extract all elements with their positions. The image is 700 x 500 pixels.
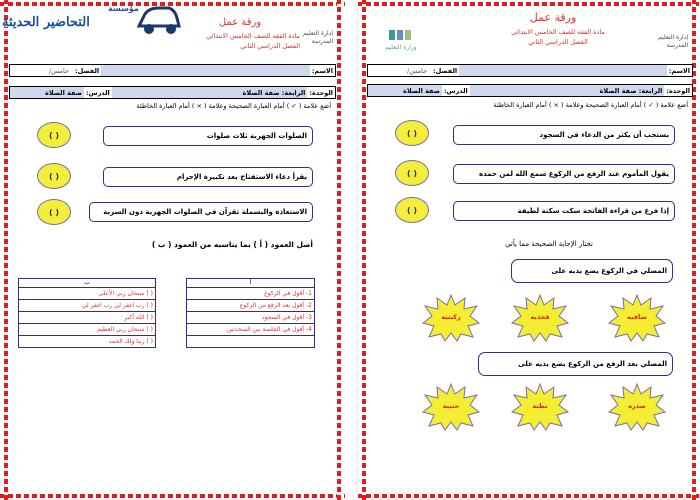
mcq-option-label: بطنه xyxy=(532,402,548,410)
unit-label: الوحدة: xyxy=(309,88,333,97)
lesson-value: صفة الصلاة xyxy=(368,85,442,96)
mcq-option-star[interactable] xyxy=(511,383,569,431)
mcq-title: نختار الإجابة الصحيحة مما يأتي xyxy=(505,240,593,248)
border-bottom xyxy=(358,494,700,498)
instruction-text: أضع علامة ( ✓ ) أمام العبارة الصحيحة وعلامة ( × ) أمام العبارة الخاطئة xyxy=(493,101,688,109)
sheet-subject: مادة الفقه للصف الخامس الابتدائي xyxy=(206,32,300,40)
class-label: الفصل: xyxy=(75,66,100,75)
mcq-option-label: جنبيه xyxy=(442,402,460,410)
column-b-row[interactable]: ( ) سبحان ربي الأعلى xyxy=(19,288,155,300)
mcq-option-star[interactable] xyxy=(422,383,480,431)
worksheet-page-right xyxy=(358,0,700,500)
matching-title: أصل العمود ( أ ) بما يناسبه من العمود ( ب ) xyxy=(151,240,313,249)
column-b-table xyxy=(18,278,156,348)
answer-oval-1[interactable]: ( ) xyxy=(37,122,71,148)
sheet-title: ورقة عمل xyxy=(529,11,577,24)
name-field[interactable] xyxy=(101,65,310,76)
column-a-row: 3- أقول في السجود xyxy=(187,312,314,324)
column-b-row[interactable]: ( ) رب اغفر لي رب اغفر لي xyxy=(19,300,155,312)
unit-value: الرابعة: صفة الصلاة xyxy=(470,85,665,96)
mcq-option-label: صدره xyxy=(628,402,646,410)
mcq-option-star[interactable] xyxy=(608,294,666,342)
column-a-table xyxy=(186,278,315,348)
lesson-label: الدرس: xyxy=(86,88,110,97)
mcq-option-label: ركبتيه xyxy=(441,313,461,321)
lesson-label: الدرس: xyxy=(444,86,468,95)
name-label: الاسم: xyxy=(668,66,690,75)
instruction-text: أضع علامة ( ✓ ) أمام العبارة الصحيحة وعلامة ( × ) أمام العبارة الخاطئة xyxy=(136,102,331,110)
border-left xyxy=(4,0,8,500)
statement-3: الاستعاذة والبسملة تقرآن في الصلوات الجهرية دون السرية xyxy=(89,202,313,222)
ministry-logo xyxy=(378,28,424,51)
grade-value: خامس/ xyxy=(368,65,431,76)
student-info-bar xyxy=(9,64,336,77)
watermark-small: مؤسسة xyxy=(108,4,139,13)
admin-label: إدارة التعليم xyxy=(658,34,688,41)
school-label: المدرسة xyxy=(666,42,688,49)
border-bottom xyxy=(0,494,345,498)
lesson-info-bar xyxy=(9,86,336,99)
sheet-semester: الفصل الدراسي الثاني xyxy=(528,38,588,46)
lesson-value: صفة الصلاة xyxy=(10,87,84,98)
name-label: الاسم: xyxy=(311,66,333,75)
sheet-title: ورقة عمل xyxy=(218,17,262,28)
border-top xyxy=(358,2,700,6)
column-a-row: 2- أقول بعد الرفع من الركوع xyxy=(187,300,314,312)
header-admin xyxy=(658,34,688,50)
mcq-question-1: المصلي في الركوع يضع يديه على xyxy=(511,259,673,283)
statement-1: الصلوات الجهرية ثلاث صلوات xyxy=(103,126,313,146)
mcq-option-star[interactable] xyxy=(422,294,480,342)
unit-value: الرابعة: صفة الصلاة xyxy=(112,87,308,98)
sheet-subject: مادة الفقه للصف الخامس الابتدائي xyxy=(511,28,605,36)
name-field[interactable] xyxy=(459,65,667,76)
ministry-logo-icon xyxy=(387,28,415,42)
mcq-option-label: ساقيه xyxy=(627,313,647,321)
mcq-option-label: فخذيه xyxy=(530,313,550,321)
school-label: المدرسة xyxy=(311,38,333,45)
mcq-option-star[interactable] xyxy=(608,383,666,431)
column-b-row[interactable]: ( ) الله أكبر xyxy=(19,312,155,324)
column-a-row: 4- أقول في الجلسة بين السجدتين xyxy=(187,324,314,336)
answer-oval-3[interactable]: ( ) xyxy=(395,197,429,223)
column-b-row[interactable]: ( ) سبحان ربي العظيم xyxy=(19,324,155,336)
column-a-header: أ xyxy=(187,279,314,288)
lesson-info-bar xyxy=(367,84,693,97)
answer-oval-2[interactable]: ( ) xyxy=(37,163,71,189)
student-info-bar xyxy=(367,64,693,77)
column-a-row: 1- أقول في الركوع xyxy=(187,288,314,300)
answer-oval-1[interactable]: ( ) xyxy=(395,120,429,146)
grade-value: خامس/ xyxy=(10,65,73,76)
border-left xyxy=(362,0,366,500)
statement-2: يقرأ دعاء الاستفتاح بعد تكبيرة الإحرام xyxy=(103,167,313,187)
column-b-header: ب xyxy=(19,279,155,288)
answer-oval-2[interactable]: ( ) xyxy=(395,160,429,186)
unit-label: الوحدة: xyxy=(666,86,690,95)
mcq-option-star[interactable] xyxy=(511,294,569,342)
car-logo-icon xyxy=(135,2,181,38)
ministry-label: وزارة التعليم xyxy=(385,44,417,51)
statement-3: إذا فرغ من قراءة الفاتحة سكت سكتة لطيفة xyxy=(453,201,675,221)
page-gap xyxy=(345,0,358,500)
class-label: الفصل: xyxy=(433,66,458,75)
border-right xyxy=(337,0,341,500)
column-b-row[interactable]: ( ) ربنا ولك الحمد xyxy=(108,338,153,345)
answer-oval-3[interactable]: ( ) xyxy=(37,199,71,225)
watermark-brand: التحاضير الحديثة xyxy=(2,15,90,30)
statement-1: يستحب أن يكثر من الدعاء في السجود xyxy=(453,125,675,145)
header-admin xyxy=(303,30,333,46)
column-a-row xyxy=(187,336,314,347)
statement-2: يقول المأموم عند الرفع من الركوع سمع الله لمن حمده xyxy=(453,164,675,184)
admin-label: إدارة التعليم xyxy=(303,30,333,37)
sheet-semester: الفصل الدراسي الثاني xyxy=(240,42,300,50)
mcq-question-2: المصلي بعد الرفع من الركوع يضع يديه على xyxy=(478,352,673,376)
worksheet-page-left xyxy=(0,0,345,500)
